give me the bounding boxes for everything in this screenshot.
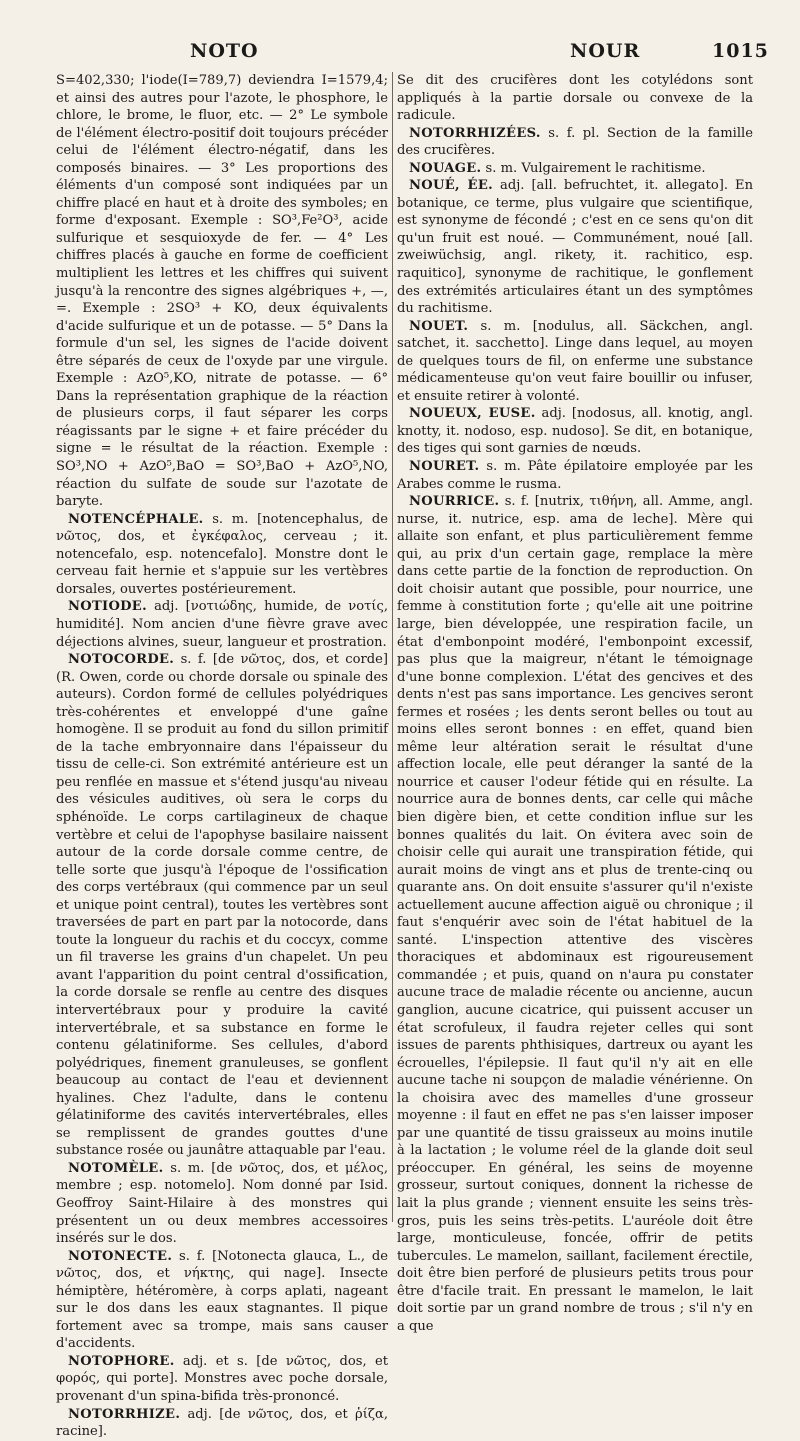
dictionary-entry <box>56 511 388 599</box>
right-running-head: NOUR <box>570 40 641 62</box>
continued-text <box>397 72 753 125</box>
dictionary-entry <box>397 160 753 178</box>
dictionary-entry <box>56 1353 388 1406</box>
dictionary-entry <box>56 1406 388 1441</box>
column-divider <box>392 72 393 1222</box>
entry-text: s. m. Pâte épilatoire employée par les Arabes comme le rusma. <box>397 459 753 492</box>
entry-text: adj. [nodosus, all. knotig, angl. knotty, it. nodoso, esp. nudoso]. Se dit, en botanique, des tiges qui sont garnies de nœuds. <box>397 406 753 457</box>
entry-headword: NOTORRHIZE. <box>68 1406 181 1422</box>
continued-text <box>56 72 388 511</box>
entry-text: s. f. [nutrix, τιθήνη, all. Amme, angl. nurse, it. nutrice, esp. ama de leche]. Mère qui allaite son enfant, et plus particulièrement femme qui, au prix d'un certain gage, remplace la mère dans cette partie de la fonction de reproduction. On doit choisir autant que possible, pour nourrice, une femme à constitution forte ; qu'elle ait une poitrine large, bien développée, une respiration facile, un état d'embonpoint modéré, l'embonpoint excessif, pas plus que la maigreur, n'étant le témoignage d'une bonne complexion. L'état des gencives et des dents n'est pas sans importance. Les gencives seront fermes et rosées ; les dents seront belles ou tout au moins elles seront bonnes : en effet, quand bien même leur altération serait le résultat d'une affection locale, elle peut déranger la santé de la nourrice et causer l'odeur fétide qui en résulte. La nourrice aura de bonnes dents, car celle qui mâche bien digère bien, et cette condition influe sur les bonnes qualités du lait. On évitera avec soin de choisir celle qui aurait une transpiration fétide, qui aurait moins de vingt ans et plus de trente-cinq ou quarante ans. On doit ensuite s'assurer qu'il n'existe actuellement aucune affection aiguë ou chronique ; il faut s'enquérir avec soin de l'état habituel de la santé. L'inspection attentive des viscères thoraciques et abdominaux est rigoureusement commandée ; et puis, quand on n'aura pu constater aucune trace de maladie récente ou ancienne, aucun ganglion, aucune cicatrice, qui puissent accuser un état scrofuleux, il faudra rejeter celles qui sont issues de parents phthisiques, dartreux ou ayant les écrouelles, l'épilepsie. Il faut qu'il n'y ait en elle aucune tache ni soupçon de maladie vénérienne. On la choisira avec des mamelles d'une grosseur moyenne : il faut en effet ne pas s'en laisser imposer par une quantité de tissu graisseux au moins inutile à la lactation ; le volume réel de la glande doit seul préoccuper. En général, les seins de moyenne grosseur, surtout coniques, donnent la richesse de lait la plus grande ; viennent ensuite les seins très-gros, puis les seins très-petits. L'auréole doit être large, monticuleuse, foncée, offrir de petits tubercules. Le mamelon, saillant, facilement érectile, doit être bien perforé de plusieurs petits trous pour être d'facile trait. En pressant le mamelon, le lait doit sortie par un grand nombre de trous ; s'il n'y en a que <box>397 494 753 1334</box>
entry-text: S=402,330; l'iode(I=789,7) deviendra I=1579,4; et ainsi des autres pour l'azote, le phosphore, le chlore, le brome, le fluor, etc. — 2° Le symbole de l'élément électro-positif doit toujours précéder celui de l'élément électro-négatif, dans les composés binaires. — 3° Les proportions des éléments d'un composé sont indiquées par un chiffre placé en haut et à droite des symboles; en forme d'exposant. Exemple : SO³,Fe²O³, acide sulfurique et sesquioxyde de fer. — 4° Les chiffres placés à gauche en forme de coefficient multiplient les lettres et les chiffres qui suivent jusqu'à la rencontre des signes algébriques +, —, =. Exemple : 2SO³ + KO, deux équivalents d'acide sulfurique et un de potasse. — 5° Dans la formule d'un sel, les signes de l'acide doivent être séparés de ceux de l'oxyde par une virgule. Exemple : AzO⁵,KO, nitrate de potasse. — 6° Dans la représentation graphique de la réaction de plusieurs corps, il faut séparer les corps réagissants par le signe + et faire précéder du signe = le résultat de la réaction. Exemple : SO³,NO + AzO⁵,BaO = SO³,BaO + AzO⁵,NO, réaction du sulfate de soude sur l'azotate de baryte. <box>56 73 388 510</box>
entry-text: s. m. [nodulus, all. Säckchen, angl. satchet, it. sacchetto]. Linge dans lequel, au moyen de quelques tours de fil, on enferme une substance médicamenteuse qu'on veut faire bouillir ou infuser, et ensuite retirer à volonté. <box>397 318 753 404</box>
entry-headword: NOUET. <box>409 318 469 334</box>
dictionary-entry <box>56 651 388 1160</box>
dictionary-entry <box>397 405 753 458</box>
entry-text: s. m. [de νῶτος, dos, et μέλος, membre ; esp. notomelo]. Nom donné par Isid. Geoffroy Saint-Hilaire à des monstres qui présentent un ou deux membres accessoires insérés sur le dos. <box>56 1160 388 1247</box>
dictionary-entry <box>56 598 388 651</box>
entry-text: adj. et s. [de νῶτος, dos, et φορός, qui porte]. Monstres avec poche dorsale, provenant d'un spina-bifida très-prononcé. <box>56 1353 388 1405</box>
entry-headword: NOURRICE. <box>409 494 500 510</box>
dictionary-entry <box>397 493 753 1335</box>
entry-headword: NOURET. <box>409 459 480 475</box>
page-number: 1015 <box>712 40 769 62</box>
entry-headword: NOUEUX, EUSE. <box>409 406 536 422</box>
entry-headword: NOTOCORDE. <box>68 652 175 668</box>
entry-text: s. m. [notencephalus, de νῶτος, dos, et ἐγκέφαλος, cerveau ; it. notencefalo, esp. notencefalo]. Monstre dont le cerveau fait hernie et s'appuie sur les vertèbres dorsales, ouvertes postérieurement. <box>56 511 388 597</box>
entry-text: adj. [all. befruchtet, it. allegato]. En botanique, ce terme, plus vulgaire que scientifique, est synonyme de fécondé ; c'est en ce sens qu'on dit qu'un fruit est noué. — Communément, noué [all. zweiwüchsig, angl. rikety, it. rachitico, esp. raquitico], synonyme de rachitique, le gonflement des extrémités articulaires étant un des symptômes du rachitisme. <box>397 178 754 317</box>
dictionary-entry <box>56 1160 388 1248</box>
entry-headword: NOUÉ, ÉE. <box>409 178 493 194</box>
dictionary-entry <box>56 1248 388 1353</box>
entry-text: adj. [de νῶτος, dos, et ῥίζα, racine]. <box>56 1406 388 1440</box>
entry-headword: NOTOMÈLE. <box>68 1160 164 1176</box>
right-column <box>397 72 753 1335</box>
entry-headword: NOUAGE. <box>409 160 482 176</box>
entry-text: adj. [νοτιώδης, humide, de νοτίς, humidité]. Nom ancien d'une fièvre grave avec déjections alvines, sueur, langueur et prostration. <box>56 599 388 650</box>
entry-text: s. m. Vulgairement le rachitisme. <box>481 160 706 176</box>
entry-text: Se dit des crucifères dont les cotylédons sont appliqués à la partie dorsale ou convexe de la radicule. <box>397 73 753 124</box>
left-column <box>56 72 388 1441</box>
dictionary-entry <box>397 318 753 406</box>
dictionary-entry <box>397 458 753 493</box>
entry-headword: NOTORRHIZÉES. <box>409 125 541 141</box>
entry-text: s. f. [de νῶτος, dos, et corde] (R. Owen, corde ou chorde dorsale ou spinale des auteurs). Cordon formé de cellules polyédriques très-cohérentes et enveloppé d'une gaîne homogène. Il se produit au fond du sillon primitif de la tache embryonnaire dans l'épaisseur du tissu de celle-ci. Son extrémité antérieure est un peu renflée en massue et s'étend jusqu'au niveau des vésicules auditives, où sera le corps du sphénoïde. Le corps cartilagineux de chaque vertèbre et celui de l'apophyse basilaire naissent autour de la corde dorsale comme centre, de telle sorte que jusqu'à l'époque de l'ossification des corps vertébraux (qui commence par un seul et unique point central), toutes les vertèbres sont traversées de part en part par la notocorde, dans toute la longueur du rachis et du coccyx, comme un fil traverse les grains d'un chapelet. Un peu avant l'apparition du point central d'ossification, la corde dorsale se renfle au centre des disques intervertébraux pour y produire la cavité intervertébrale, et sa substance en forme le contenu gélatiniforme. Ses cellules, d'abord polyédriques, finement granuleuses, se gonflent beaucoup au contact de l'eau et deviennent hyalines. Chez l'adulte, dans le contenu gélatiniforme des cavités intervertébrales, elles se remplissent de grandes gouttes d'une substance rosée ou jaunâtre attaquable par l'eau. <box>56 652 388 1159</box>
left-running-head: NOTO <box>190 40 259 62</box>
dictionary-entry <box>397 125 753 160</box>
entry-headword: NOTOPHORE. <box>68 1353 175 1369</box>
entry-text: s. f. [Notonecta glauca, L., de νῶτος, dos, et νήκτης, qui nage]. Insecte hémiptère, hétéromère, à corps aplati, nageant sur le dos dans les eaux stagnantes. Il pique fortement avec sa trompe, mais sans causer d'accidents. <box>56 1248 388 1352</box>
dictionary-entry <box>397 177 753 317</box>
entry-headword: NOTIODE. <box>68 599 147 615</box>
entry-headword: NOTONECTE. <box>68 1248 173 1264</box>
entry-text: s. f. pl. Section de la famille des crucifères. <box>397 125 753 159</box>
entry-headword: NOTENCÉPHALE. <box>68 511 204 527</box>
